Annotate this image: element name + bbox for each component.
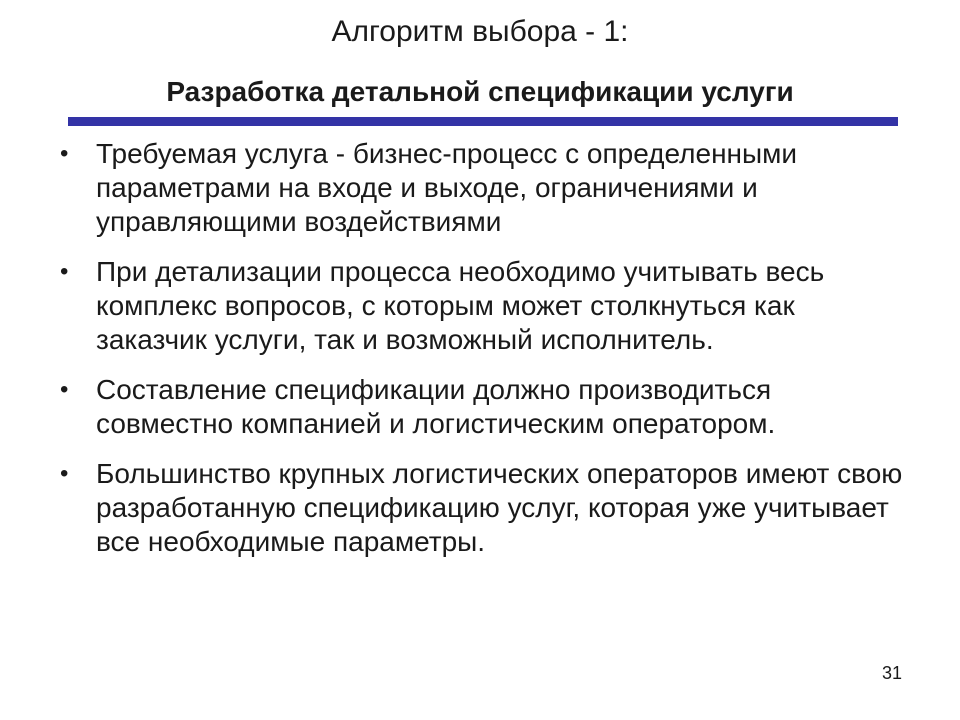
title-divider (68, 117, 898, 126)
bullet-item (60, 373, 910, 441)
page-number: 31 (881, 663, 902, 683)
bullet-text: При детализации процесса необходимо учитывать весь комплекс вопросов, с которым может столкнуться как заказчик услуги, так и возможный исполнитель. (96, 256, 825, 355)
bullet-icon: • (60, 376, 69, 403)
bullet-icon: • (60, 460, 69, 487)
bullet-text: Составление спецификации должно производиться совместно компанией и логистическим оператором. (96, 374, 776, 439)
bullet-item (60, 137, 910, 239)
bullet-text: Большинство крупных логистических операторов имеют свою разработанную спецификацию услуг, которая уже учитывает все необходимые параметры. (96, 458, 903, 557)
bullet-icon: • (60, 140, 69, 167)
bullet-list (60, 137, 910, 575)
bullet-text: Требуемая услуга - бизнес-процесс с определенными параметрами на входе и выходе, ограничениями и управляющими воздействиями (96, 138, 798, 237)
bullet-item (60, 457, 910, 559)
bullet-item (60, 255, 910, 357)
slide-subtitle: Разработка детальной спецификации услуги (166, 76, 794, 107)
slide-title: Алгоритм выбора - 1: (331, 15, 629, 48)
bullet-icon: • (60, 258, 69, 285)
